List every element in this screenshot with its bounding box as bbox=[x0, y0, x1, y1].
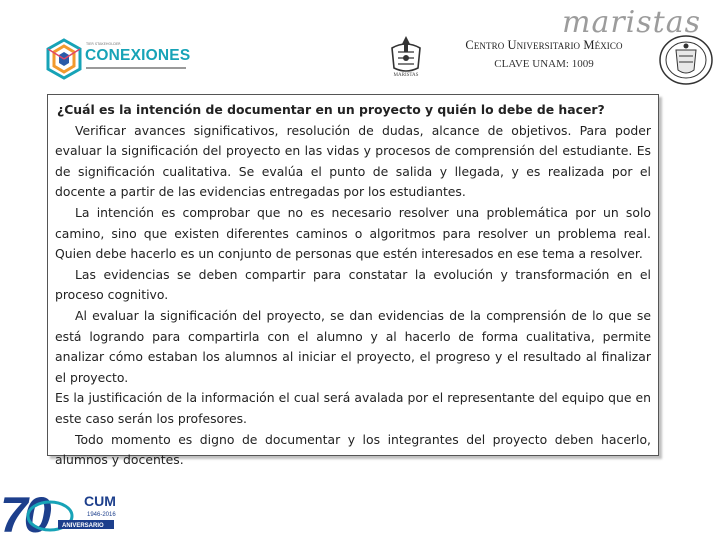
maristas-wordmark-text: maristas bbox=[562, 6, 702, 40]
paragraph-1: Verificar avances significativos, resolución de dudas, alcance de objetivos. Para poder evaluar la significación del proyecto en las vidas y procesos de comprensión del estudiante. Es de significación cualitativa. Se evalúa el punto de salida y llegada, y es realizada por el docente a partir de las evidencias entregadas por los estudiantes. bbox=[55, 122, 651, 200]
university-code: CLAVE UNAM: 1009 bbox=[494, 58, 594, 70]
anniversary-number: 70 bbox=[0, 487, 48, 540]
conexiones-logo bbox=[44, 38, 190, 80]
anniversary-label: ANIVERSARIO bbox=[62, 523, 104, 529]
anniversary-logo bbox=[0, 486, 150, 540]
conexiones-tagline: TIER STAKEHOLDER bbox=[86, 42, 121, 46]
paragraph-5: Es la justificación de la información el cual será avalada por el representante del equipo que en este caso serán los profesores. bbox=[55, 390, 651, 426]
paragraph-4: Al evaluar la significación del proyecto, se dan evidencias de la comprensión de lo que se está logrando para compartirla con el alumno y al hacerlo de forma cualitativa, permite analizar cómo estaban los alumnos al iniciar el proyecto, el progreso y el resultado al finalizar el proyecto. bbox=[55, 307, 651, 385]
anniversary-70-icon bbox=[0, 486, 150, 540]
crest-caption: MARISTAS bbox=[393, 73, 419, 78]
content-text bbox=[55, 100, 651, 471]
anniversary-initials: CUM bbox=[84, 493, 116, 509]
paragraph-2: La intención es comprobar que no es necesario resolver una problemática por un solo camino, sino que existen diferentes caminos o algoritmos para resolver un problema real. Quien debe hacerlo es un conjunto de personas que estén interesados en ese tema a resolver. bbox=[55, 204, 651, 262]
unam-seal bbox=[657, 34, 715, 86]
paragraph-3: Las evidencias se deben compartir para constatar la evolución y transformación en el proceso cognitivo. bbox=[55, 266, 651, 303]
conexiones-emblem-icon bbox=[44, 38, 84, 80]
unam-seal-icon bbox=[657, 34, 715, 86]
university-title: Centro Universitario México bbox=[465, 38, 623, 52]
paragraph-6: Todo momento es digno de documentar y los integrantes del proyecto deben hacerlo, alumnos y docentes. bbox=[55, 431, 651, 468]
anniversary-years: 1946-2016 bbox=[87, 512, 116, 518]
conexiones-underline bbox=[86, 67, 186, 69]
content-box bbox=[47, 94, 659, 468]
question-heading: ¿Cuál es la intención de documentar en un proyecto y quién lo debe de hacer? bbox=[57, 102, 605, 117]
crest-icon bbox=[384, 34, 428, 74]
conexiones-wordmark: CONEXIONES bbox=[85, 47, 191, 64]
